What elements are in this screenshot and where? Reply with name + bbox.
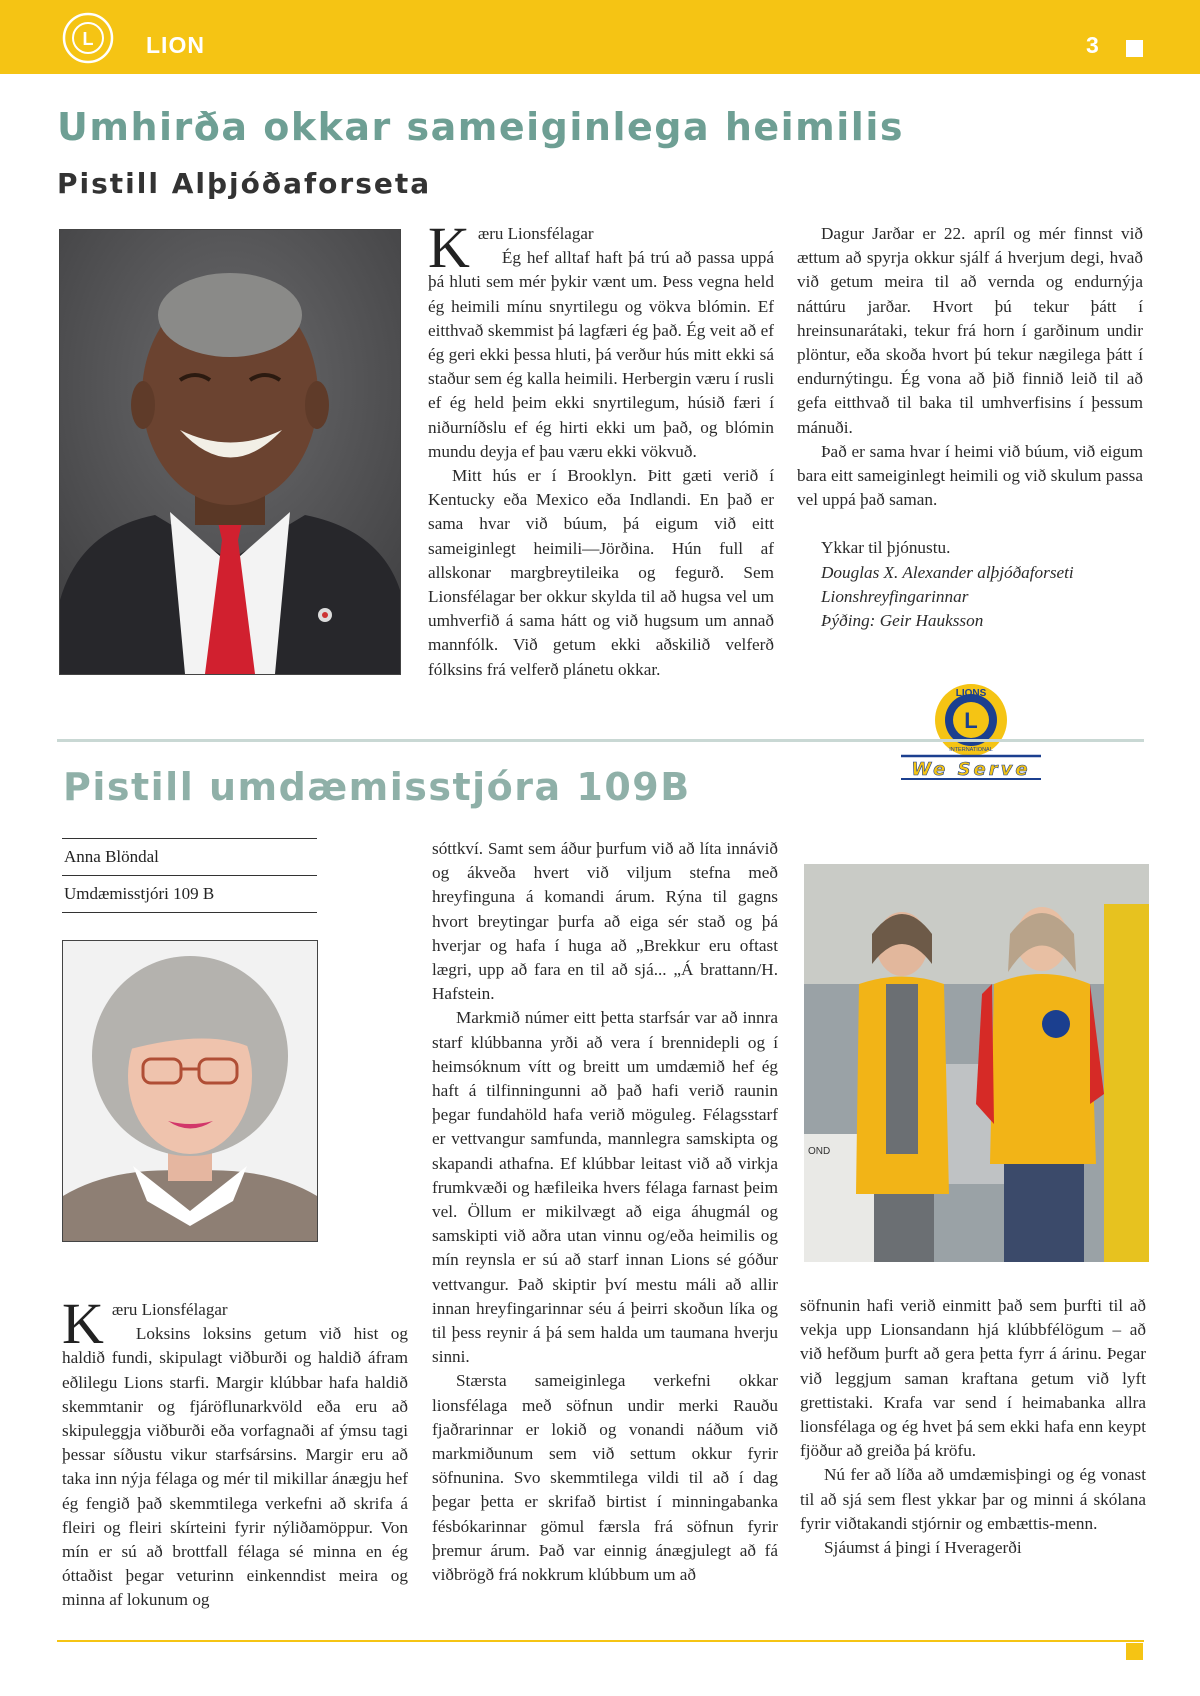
page-number: 3 <box>1086 32 1099 58</box>
article1-paragraph: Ég hef alltaf haft þá trú að passa uppá þá hluti sem mér þykir vænt um. Þess vegna held ég heimili mínu snyrtilegu og vökva blómin. Ef eitthvað skemmist þá lagfæri ég það. Ég veit að ef ég geri ekki þessa hluti, þá verður hús mitt ekki sá staður sem ég kalla heimili. Herbergin væru í rusli ef ég held þeim ekki snyrtilegum, húsið færi í niðurníðslu ef ég hirti ekki um það, og blómin mundu deyja ef þau væru ekki vökvuð. <box>428 248 774 461</box>
emblem-top-text: LIONS <box>955 688 987 699</box>
article2-greeting: æru Lionsfélagar <box>111 1300 228 1319</box>
article1-column-1 <box>428 215 774 682</box>
volunteers-photo <box>804 864 1149 1262</box>
article1-closing: Ykkar til þjónustu. <box>821 538 951 558</box>
lions-logo-icon <box>62 12 114 64</box>
emblem-ring-text: INTERNATIONAL <box>949 747 993 753</box>
article2-paragraph: Sjáumst á þingi í Hveragerði <box>824 1538 1022 1558</box>
governor-photo <box>62 940 318 1242</box>
article2-paragraph: sóttkví. Samt sem áður þurfum við að líta innávið og ákveða hvert við viljum stefna með hreyfinguna á komandi árum. Rýna til gagns hvort breytingar þurfa að eiga sér stað og þá hverjar og hafa í huga að „Brekkur eru oftast lægri, upp að fara en til að sjá... „Á brattann/H. Hafstein. <box>432 839 778 1004</box>
article2-paragraph: Nú fer að líða að umdæmisþingi og ég vonast til að sjá sem flest ykkar þar og minni á skólana fyrir viðtakandi stjórnir og embættis-menn. <box>800 1465 1146 1533</box>
lions-we-serve-emblem <box>897 680 1045 780</box>
article1-paragraph: Dagur Jarðar er 22. apríl og mér finnst við ættum að spyrja okkur sjálf á hverjum degi, hvað við getum meira til að vernda og endurnýja náttúru jarðar. Hvort þú tekur þátt í hreinsunarátaki, tekur frá horn í garðinum undir plöntur, eða skoða hvort þú tekur nægilega þátt í endurnýtingu. Ég vona að þið finnið leið til að gefa eitthvað til baka til umhverfisins í þessum mánuði. <box>797 224 1143 437</box>
author-name: Anna Blöndal <box>62 838 317 875</box>
article2-column-1 <box>62 1291 408 1613</box>
president-photo <box>59 229 401 675</box>
article2-paragraph: Loksins loksins getum við hist og haldið fundi, skipulagt viðburði og haldið áfram eðlilegu Lions starfi. Margir klúbbar hafa haldið skemmtanir og fjáröflunarkvöld eða eru að skipuleggja viðburði eða vorfagnaði af ýmsu tagi þessar síðustu vikur starfsársins. Margir eru að taka inn nýja félaga og mér til mikillar ánægju hef ég fengið það skemmtilega verkefni að skrifa á fleiri og fleiri skírteini fyrir nýliðamöppur. Von mín er sú að brottfall félaga sé minna en ég óttaðist þegar veturinn einkenndist meira og minna af lokunum og <box>62 1324 408 1610</box>
article1-subtitle: Pistill Alþjóðaforseta <box>57 167 432 200</box>
article1-column-2 <box>797 222 1143 633</box>
footer-line <box>57 1640 1144 1642</box>
article2-paragraph: söfnunin hafi verið einmitt það sem þurfti til að vekja upp Lionsandann hjá klúbbfélögum – að við hefðum þurft að gera þetta fyrr á árinu. Þegar við leggjum saman kraftana getum við lyft grettistaki. Krafa var send í heimabanka allra lionsfélaga og ég hvet þá sem ekki hafa enn keypt fjöður að greiða þá kröfu. <box>800 1296 1146 1461</box>
page-header <box>0 0 1200 74</box>
article2-paragraph: Stærsta sameiginlega verkefni okkar lionsfélaga með söfnun undir merki Rauðu fjaðrarinnar er lokið og vonandi náðum við markmiðunum sem við settum okkur fyrir söfnunina. Svo skemmtilega vildi til að í dag þegar þetta er skrifað birtist í minningabanka fésbókarinnar gömul færsla frá söfnun fyrir þremur árum. Það var einnig ánægjulegt að fá viðbrögð frá nokkrum klúbbum um að <box>432 1371 778 1585</box>
footer-square <box>1126 1643 1143 1660</box>
article1-signature-line: Þýðing: Geir Hauksson <box>821 611 984 631</box>
author-box <box>62 838 317 913</box>
author-role: Umdæmisstjóri 109 B <box>62 875 317 913</box>
section-divider <box>57 739 1144 742</box>
article2-dropcap: K <box>62 1291 104 1356</box>
header-square <box>1126 40 1143 57</box>
emblem-center: L <box>964 708 978 733</box>
article1-paragraph: Mitt hús er í Brooklyn. Þitt gæti verið í Kentucky eða Mexico eða Indlandi. En það er sama hvar við búum, þá eigum við eitt sameiginlegt heimili—Jörðina. Hún full af allskonar margbreytileika og fegurð. Sem Lionsfélagar ber okkur skylda til að hugsa vel um umhverfið á sama hátt og við hugsum um annað mannfólk. Við getum ekki aðskilið velferð fólksins frá velferð plánetu okkar. <box>428 466 774 679</box>
article2-title: Pistill umdæmisstjóra 109B <box>63 765 691 809</box>
photo-label: OND <box>808 1146 831 1157</box>
magazine-name: LION <box>146 32 205 58</box>
article1-dropcap: K <box>428 215 470 280</box>
article2-column-3 <box>800 1294 1146 1560</box>
article1-greeting: æru Lionsfélagar <box>477 224 594 243</box>
article1-paragraph: Það er sama hvar í heimi við búum, við eigum bara eitt sameiginlegt heimili og við skulum passa vel uppá það saman. <box>797 441 1143 510</box>
article1-signature-line: Douglas X. Alexander alþjóðaforseti <box>821 562 1074 582</box>
article1-title: Umhirða okkar sameiginlega heimilis <box>57 105 904 149</box>
article2-column-2 <box>432 837 778 1587</box>
article2-paragraph: Markmið númer eitt þetta starfsár var að innra starf klúbbanna yrði að vera í brennidepli og í heimsóknum vítt og breitt um umdæmið hef ég haft á tilfinningunni að það hafi verið raunin þegar fundahöld hafa verið möguleg. Félagsstarf er vettvangur samfunda, mannlegra samskipta og skapandi athafna. Ef klúbbar leitast við að virkja frumkvæði og hæfileika hvers félaga farnast þeim vel. Öllum er mikilvægt að eiga áhugmál og samskipti við aðra utan vinnu og/eða heimilis og mín reynsla er sú að starf innan Lions sé góður vettvangur. Það skiptir því mestu máli að allir innan hreyfingarinnar séu á þeirri skoðun líka og til þess reynir á þá sem halda um taumana hverju sinni. <box>432 1008 778 1367</box>
emblem-motto: We Serve <box>911 759 1031 780</box>
article1-signature-line: Lionshreyfingarinnar <box>821 586 969 606</box>
svg-text:L: L <box>82 29 94 49</box>
